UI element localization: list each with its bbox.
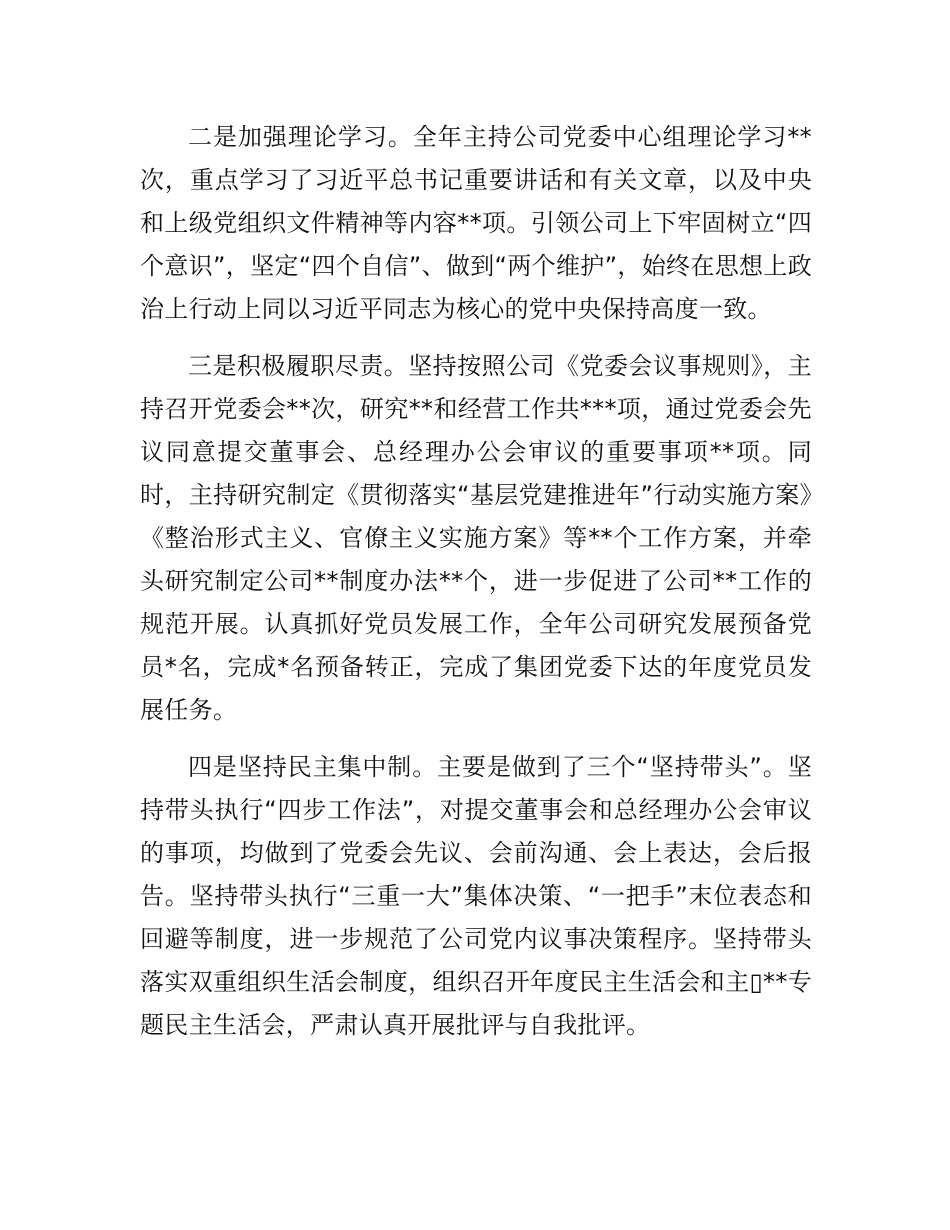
document-body [140, 116, 812, 1061]
paragraph-theory-study: 二是加强理论学习。全年主持公司党委中心组理论学习**次，重点学习了习近平总书记重要讲话和有关文章，以及中央和上级党组织文件精神等内容**项。引领公司上下牢固树立“四个意识”，坚定“四个自信”、做到“两个维护”，始终在思想上政治上行动上同以习近平同志为核心的党中央保持高度一致。 [140, 123, 812, 323]
paragraph-democratic-centralism: 四是坚持民主集中制。主要是做到了三个“坚持带头”。坚持带头执行“四步工作法”，对提交董事会和总经理办公会审议的事项，均做到了党委会先议、会前沟通、会上表达，会后报告。坚持带头执行“三重一大”集体决策、“一把手”末位表态和回避等制度，进一步规范了公司党内议事决策程序。坚持带头落实双重组织生活会制度，组织召开年度民主生活会和主▯**专题民主生活会，严肃认真开展批评与自我批评。 [140, 753, 812, 1039]
paragraph-duty-performance: 三是积极履职尽责。坚持按照公司《党委会议事规则》，主持召开党委会**次，研究**和经营工作共***项，通过党委会先议同意提交董事会、总经理办公会审议的重要事项**项。同时，主持研究制定《贯彻落实“基层党建推进年”行动实施方案》《整治形式主义、官僚主义实施方案》等**个工作方案，并牵头研究制定公司**制度办法**个，进一步促进了公司**工作的规范开展。认真抓好党员发展工作，全年公司研究发展预备党员*名，完成*名预备转正，完成了集团党委下达的年度党员发展任务。 [140, 352, 812, 724]
